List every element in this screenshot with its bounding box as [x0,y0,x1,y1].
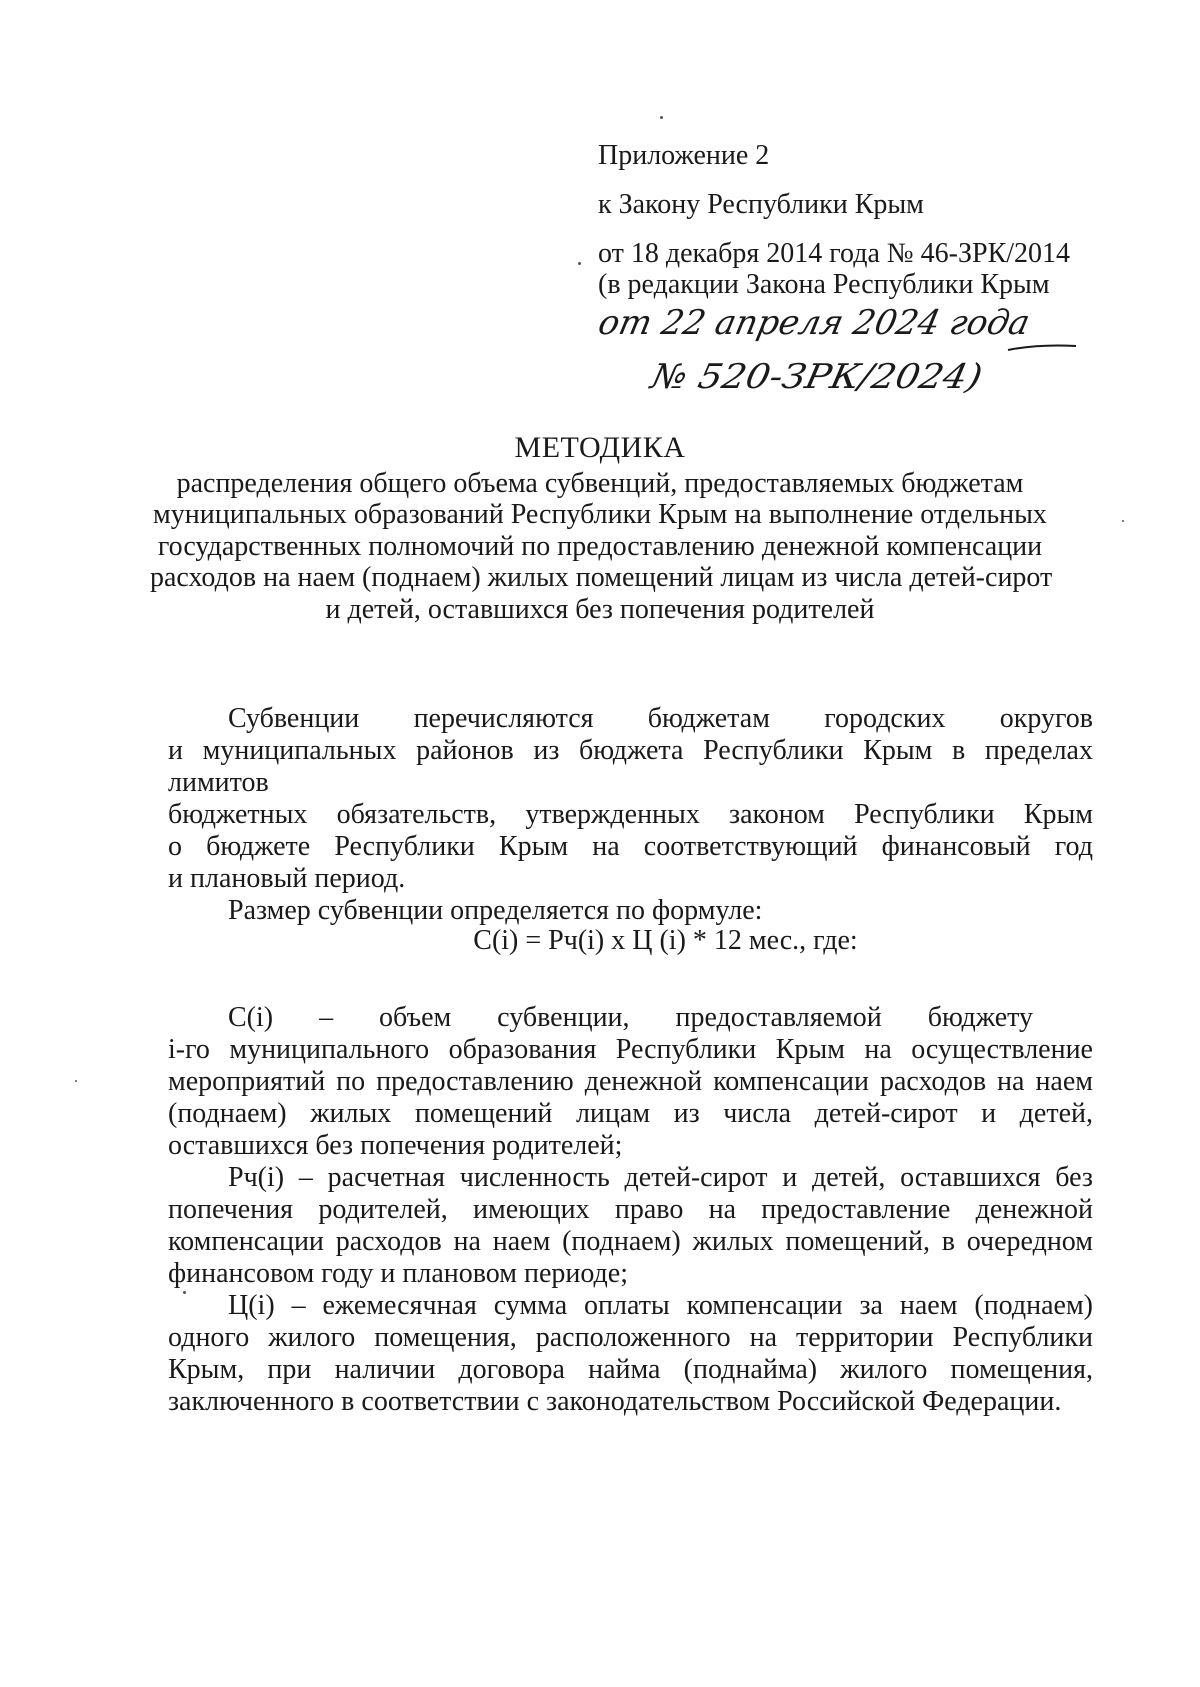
paragraph-subventions-transfer [168,703,1093,927]
appendix-edition-note: (в редакции Закона Республики Крым [598,269,1050,300]
document-title: МЕТОДИКА [514,431,686,464]
definition-line: попечения родителей, имеющих право на предоставление денежной [168,1194,1093,1225]
subtitle-line: распределения общего объема субвенций, предоставляемых бюджетам [176,467,1024,499]
paragraph-line: и плановый период. [168,863,406,894]
definition-line: С(i) – объем субвенции, предоставляемой бюджету [228,1002,1033,1033]
appendix-law-date: от 18 декабря 2014 года № 46-ЗРК/2014 [598,238,1071,269]
definition-line: мероприятий по предоставлению денежной компенсации расходов на наем [168,1066,1093,1097]
appendix-header [598,140,1118,300]
scan-speck [75,1080,77,1082]
scan-speck [1122,520,1124,522]
definition-line: Рч(i) – расчетная численность детей-сирот и детей, оставшихся без [228,1162,1093,1193]
methodology-title-block [150,431,1053,625]
scan-speck [578,262,581,265]
definition-line: (поднаем) жилых помещений лицам из числа детей-сирот и детей, [168,1098,1093,1129]
formula-intro: Размер субвенции определяется по формуле: [228,895,763,926]
appendix-law-reference: к Закону Республики Крым [598,189,924,220]
scan-speck [660,116,663,119]
definition-line: финансовом году и плановом периоде; [168,1258,629,1289]
definition-line: одного жилого помещения, расположенного на территории Республики [168,1322,1093,1353]
paragraph-line: бюджетных обязательств, утвержденных законом Республики Крым [168,799,1093,830]
subtitle-line: расходов на наем (поднаем) жилых помещений лицам из числа детей-сирот [150,562,1053,593]
handwritten-amendment [598,300,1078,410]
definition-line: заключенного в соответствии с законодательством Российской Федерации. [168,1386,1062,1417]
definition-line: компенсации расходов на наем (поднаем) жилых помещений, в очередном [168,1226,1093,1257]
handwritten-line-2: № 520-ЗРК/2024) [647,357,957,397]
definition-line: i-го муниципального образования Республики Крым на осуществление [168,1034,1093,1065]
subtitle-line: государственных полномочий по предоставлению денежной компенсации [157,530,1043,562]
paragraph-line: о бюджете Республики Крым на соответствующий финансовый год [168,831,1093,862]
definition-ts [168,1290,1093,1418]
definition-pch [168,1162,1093,1290]
subtitle-line: муниципальных образований Республики Крым на выполнение отдельных [153,499,1047,530]
definition-line: оставшихся без попечения родителей; [168,1130,623,1161]
handwritten-line-1: от 22 апреля 2024 года [598,303,1037,343]
appendix-number: Приложение 2 [598,140,770,171]
subtitle-line: и детей, оставшихся без попечения родителей [325,593,875,625]
handwritten-underline-stroke [1008,346,1076,351]
paragraph-line: и муниципальных районов из бюджета Республики Крым в пределах лимитов [168,735,1093,798]
definition-c [168,1002,1093,1162]
scan-speck [183,1291,186,1294]
definition-line: Крым, при наличии договора найма (поднайма) жилого помещения, [168,1354,1093,1385]
paragraph-line: Субвенции перечисляются бюджетам городских округов [228,703,1093,734]
subvention-formula: С(i) = Рч(i) х Ц (i) * 12 мес., где: [473,925,858,956]
definition-line: Ц(i) – ежемесячная сумма оплаты компенсации за наем (поднаем) [228,1290,1093,1321]
